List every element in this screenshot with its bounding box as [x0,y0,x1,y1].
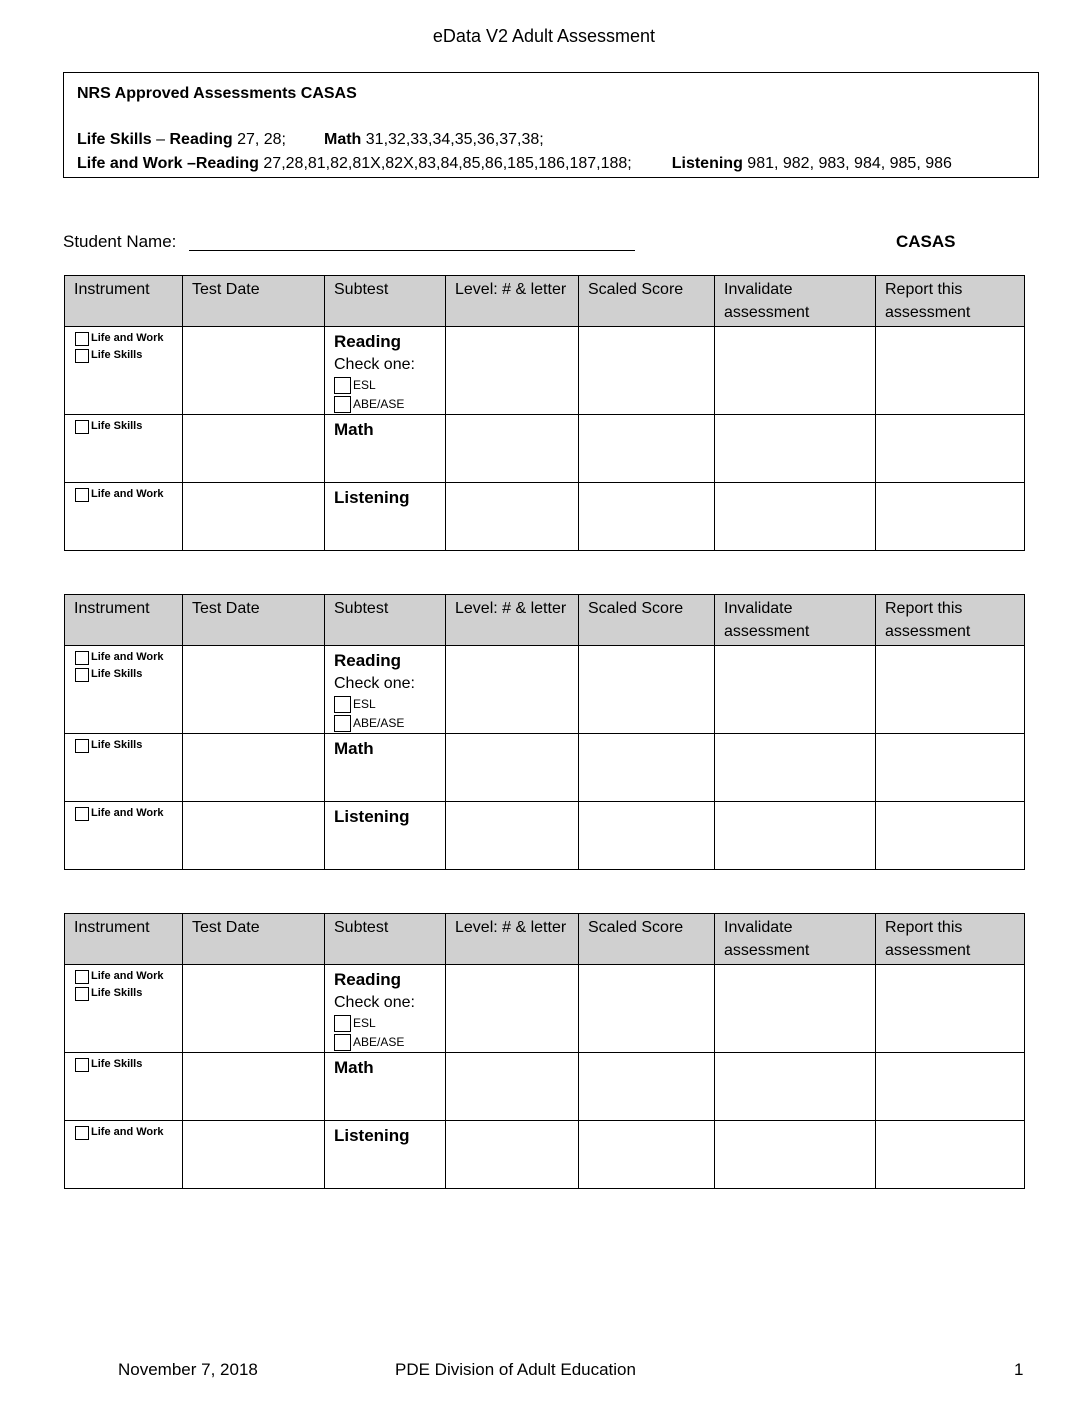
instrument-cell [65,734,183,802]
reading-row [65,965,1025,1053]
test-date-cell[interactable] [183,1053,325,1121]
instrument-cell [65,965,183,1053]
subtest-reading-label: Reading [334,332,402,351]
instrument-option[interactable] [75,330,182,347]
scaled-score-cell[interactable] [579,802,715,870]
instrument-label: Life Skills [91,987,143,999]
instrument-option[interactable] [75,666,182,683]
instrument-label: Life and Work [91,332,164,344]
header-level: Level: # & letter [446,595,579,646]
invalidate-cell[interactable] [715,802,876,870]
header-row [65,914,1025,965]
report-cell[interactable] [876,327,1025,415]
header-test-date: Test Date [183,595,325,646]
header-level: Level: # & letter [446,276,579,327]
instrument-option[interactable] [75,968,182,985]
header-scaled-score: Scaled Score [579,276,715,327]
test-date-cell[interactable] [183,965,325,1053]
header-invalidate: Invalidate assessment [715,276,876,327]
checkbox[interactable] [334,1034,351,1051]
header-subtest: Subtest [325,914,446,965]
scaled-score-cell[interactable] [579,646,715,734]
instrument-option[interactable] [75,418,182,435]
report-cell[interactable] [876,415,1025,483]
option-abe-ase[interactable] [334,714,445,733]
test-date-cell[interactable] [183,327,325,415]
scaled-score-cell[interactable] [579,1121,715,1189]
subtest-cell [325,483,446,551]
subtest-math-label: Math [334,739,374,758]
header-invalidate: Invalidate assessment [715,914,876,965]
option-esl[interactable] [334,695,445,714]
instrument-label: Life Skills [91,668,143,680]
subtest-cell [325,802,446,870]
test-date-cell[interactable] [183,646,325,734]
checkbox[interactable] [75,488,89,502]
instrument-label: Life Skills [91,739,143,751]
instrument-label: Life Skills [91,349,143,361]
assessment-table [64,913,1025,1189]
listening-row [65,1121,1025,1189]
subtest-cell [325,1053,446,1121]
header-scaled-score: Scaled Score [579,914,715,965]
listening-row [65,802,1025,870]
level-cell[interactable] [446,802,579,870]
option-label: ABE/ASE [353,1035,405,1049]
instrument-option[interactable] [75,486,182,503]
reading-row [65,327,1025,415]
test-date-cell[interactable] [183,1121,325,1189]
scaled-score-cell[interactable] [579,734,715,802]
header-report: Report this assessment [876,914,1025,965]
header-report: Report this assessment [876,595,1025,646]
instrument-cell [65,646,183,734]
footer-page-number: 1 [1014,1360,1024,1379]
option-label: ABE/ASE [353,716,405,730]
assessment-table [64,594,1025,870]
assessment-table [64,275,1025,551]
listening-label: Listening [671,155,743,172]
subtest-math-label: Math [334,420,374,439]
header-row [65,595,1025,646]
instrument-option[interactable] [75,1056,182,1073]
checkbox[interactable] [75,420,89,434]
checkbox[interactable] [75,807,89,821]
invalidate-cell[interactable] [715,965,876,1053]
header-instrument: Instrument [65,914,183,965]
instrument-label: Life and Work [91,1126,164,1138]
scaled-score-cell[interactable] [579,483,715,551]
page-title: eData V2 Adult Assessment [432,26,656,46]
option-esl[interactable] [334,1014,445,1033]
checkbox[interactable] [75,651,89,665]
instrument-cell [65,415,183,483]
casas-label: CASAS [896,232,956,251]
test-date-cell[interactable] [183,483,325,551]
invalidate-cell[interactable] [715,415,876,483]
nrs-life-skills-line [77,131,544,149]
level-cell[interactable] [446,965,579,1053]
check-one-label: Check one: [334,675,415,692]
checkbox[interactable] [334,696,351,713]
option-label: ABE/ASE [353,397,405,411]
level-cell[interactable] [446,1121,579,1189]
checkbox[interactable] [75,668,89,682]
level-cell[interactable] [446,1053,579,1121]
footer-organization: PDE Division of Adult Education [395,1360,636,1379]
subtest-cell [325,965,446,1053]
level-cell[interactable] [446,327,579,415]
listening-row [65,483,1025,551]
option-abe-ase[interactable] [334,395,445,414]
checkbox[interactable] [334,715,351,732]
option-label: ESL [353,1016,376,1030]
scaled-score-cell[interactable] [579,415,715,483]
reading-row [65,646,1025,734]
checkbox[interactable] [75,739,89,753]
check-one-label: Check one: [334,994,415,1011]
checkbox[interactable] [75,349,89,363]
checkbox[interactable] [334,396,351,413]
subtest-listening-label: Listening [334,488,410,507]
instrument-option[interactable] [75,985,182,1002]
nrs-life-work-line [77,155,952,173]
invalidate-cell[interactable] [715,327,876,415]
math-row [65,734,1025,802]
instrument-label: Life and Work [91,970,164,982]
nrs-title: NRS Approved Assessments CASAS [77,85,357,102]
level-cell[interactable] [446,483,579,551]
checkbox[interactable] [75,1126,89,1140]
math-row [65,1053,1025,1121]
subtest-reading-label: Reading [334,970,402,989]
instrument-cell [65,483,183,551]
check-one-label: Check one: [334,356,415,373]
report-cell[interactable] [876,1121,1025,1189]
checkbox[interactable] [75,970,89,984]
life-skills-label: Life Skills [77,131,152,148]
dash: – [151,131,170,148]
header-level: Level: # & letter [446,914,579,965]
report-cell[interactable] [876,483,1025,551]
header-report: Report this assessment [876,276,1025,327]
subtest-cell [325,327,446,415]
report-cell[interactable] [876,965,1025,1053]
subtest-math-label: Math [334,1058,374,1077]
subtest-listening-label: Listening [334,807,410,826]
math-values: 31,32,33,34,35,36,37,38; [361,131,544,148]
instrument-label: Life and Work [91,488,164,500]
math-row [65,415,1025,483]
checkbox[interactable] [334,1015,351,1032]
life-work-reading-values: 27,28,81,82,81X,82X,83,84,85,86,185,186,187,188; [258,155,632,172]
footer-date: November 7, 2018 [118,1360,258,1379]
invalidate-cell[interactable] [715,483,876,551]
subtest-listening-label: Listening [334,1126,410,1145]
header-subtest: Subtest [325,595,446,646]
checkbox[interactable] [75,987,89,1001]
scaled-score-cell[interactable] [579,1053,715,1121]
instrument-cell [65,802,183,870]
instrument-option[interactable] [75,347,182,364]
life-work-label: Life and Work –Reading [77,155,259,172]
scaled-score-cell[interactable] [579,327,715,415]
level-cell[interactable] [446,415,579,483]
header-row [65,276,1025,327]
test-date-cell[interactable] [183,734,325,802]
life-skills-reading-values: 27, 28; [232,131,286,148]
checkbox[interactable] [75,1058,89,1072]
invalidate-cell[interactable] [715,1053,876,1121]
header-instrument: Instrument [65,276,183,327]
instrument-cell [65,1121,183,1189]
nrs-assessments-box [63,72,1039,178]
report-cell[interactable] [876,802,1025,870]
level-cell[interactable] [446,646,579,734]
subtest-reading-label: Reading [334,651,402,670]
header-subtest: Subtest [325,276,446,327]
option-abe-ase[interactable] [334,1033,445,1052]
subtest-cell [325,1121,446,1189]
instrument-option[interactable] [75,649,182,666]
option-esl[interactable] [334,376,445,395]
listening-values: 981, 982, 983, 984, 985, 986 [742,155,952,172]
instrument-label: Life and Work [91,807,164,819]
instrument-cell [65,1053,183,1121]
subtest-cell [325,734,446,802]
math-label: Math [324,131,362,148]
invalidate-cell[interactable] [715,646,876,734]
instrument-option[interactable] [75,1124,182,1141]
instrument-option[interactable] [75,805,182,822]
instrument-option[interactable] [75,737,182,754]
subtest-cell [325,646,446,734]
report-cell[interactable] [876,734,1025,802]
subtest-cell [325,415,446,483]
instrument-cell [65,327,183,415]
option-label: ESL [353,378,376,392]
header-scaled-score: Scaled Score [579,595,715,646]
student-name-label: Student Name: [63,232,177,251]
invalidate-cell[interactable] [715,1121,876,1189]
instrument-label: Life Skills [91,1058,143,1070]
invalidate-cell[interactable] [715,734,876,802]
option-label: ESL [353,697,376,711]
report-cell[interactable] [876,1053,1025,1121]
header-test-date: Test Date [183,276,325,327]
checkbox[interactable] [75,332,89,346]
header-instrument: Instrument [65,595,183,646]
test-date-cell[interactable] [183,415,325,483]
checkbox[interactable] [334,377,351,394]
header-test-date: Test Date [183,914,325,965]
student-name-field[interactable] [189,250,635,251]
level-cell[interactable] [446,734,579,802]
header-invalidate: Invalidate assessment [715,595,876,646]
instrument-label: Life Skills [91,420,143,432]
scaled-score-cell[interactable] [579,965,715,1053]
report-cell[interactable] [876,646,1025,734]
test-date-cell[interactable] [183,802,325,870]
reading-label: Reading [169,131,233,148]
instrument-label: Life and Work [91,651,164,663]
